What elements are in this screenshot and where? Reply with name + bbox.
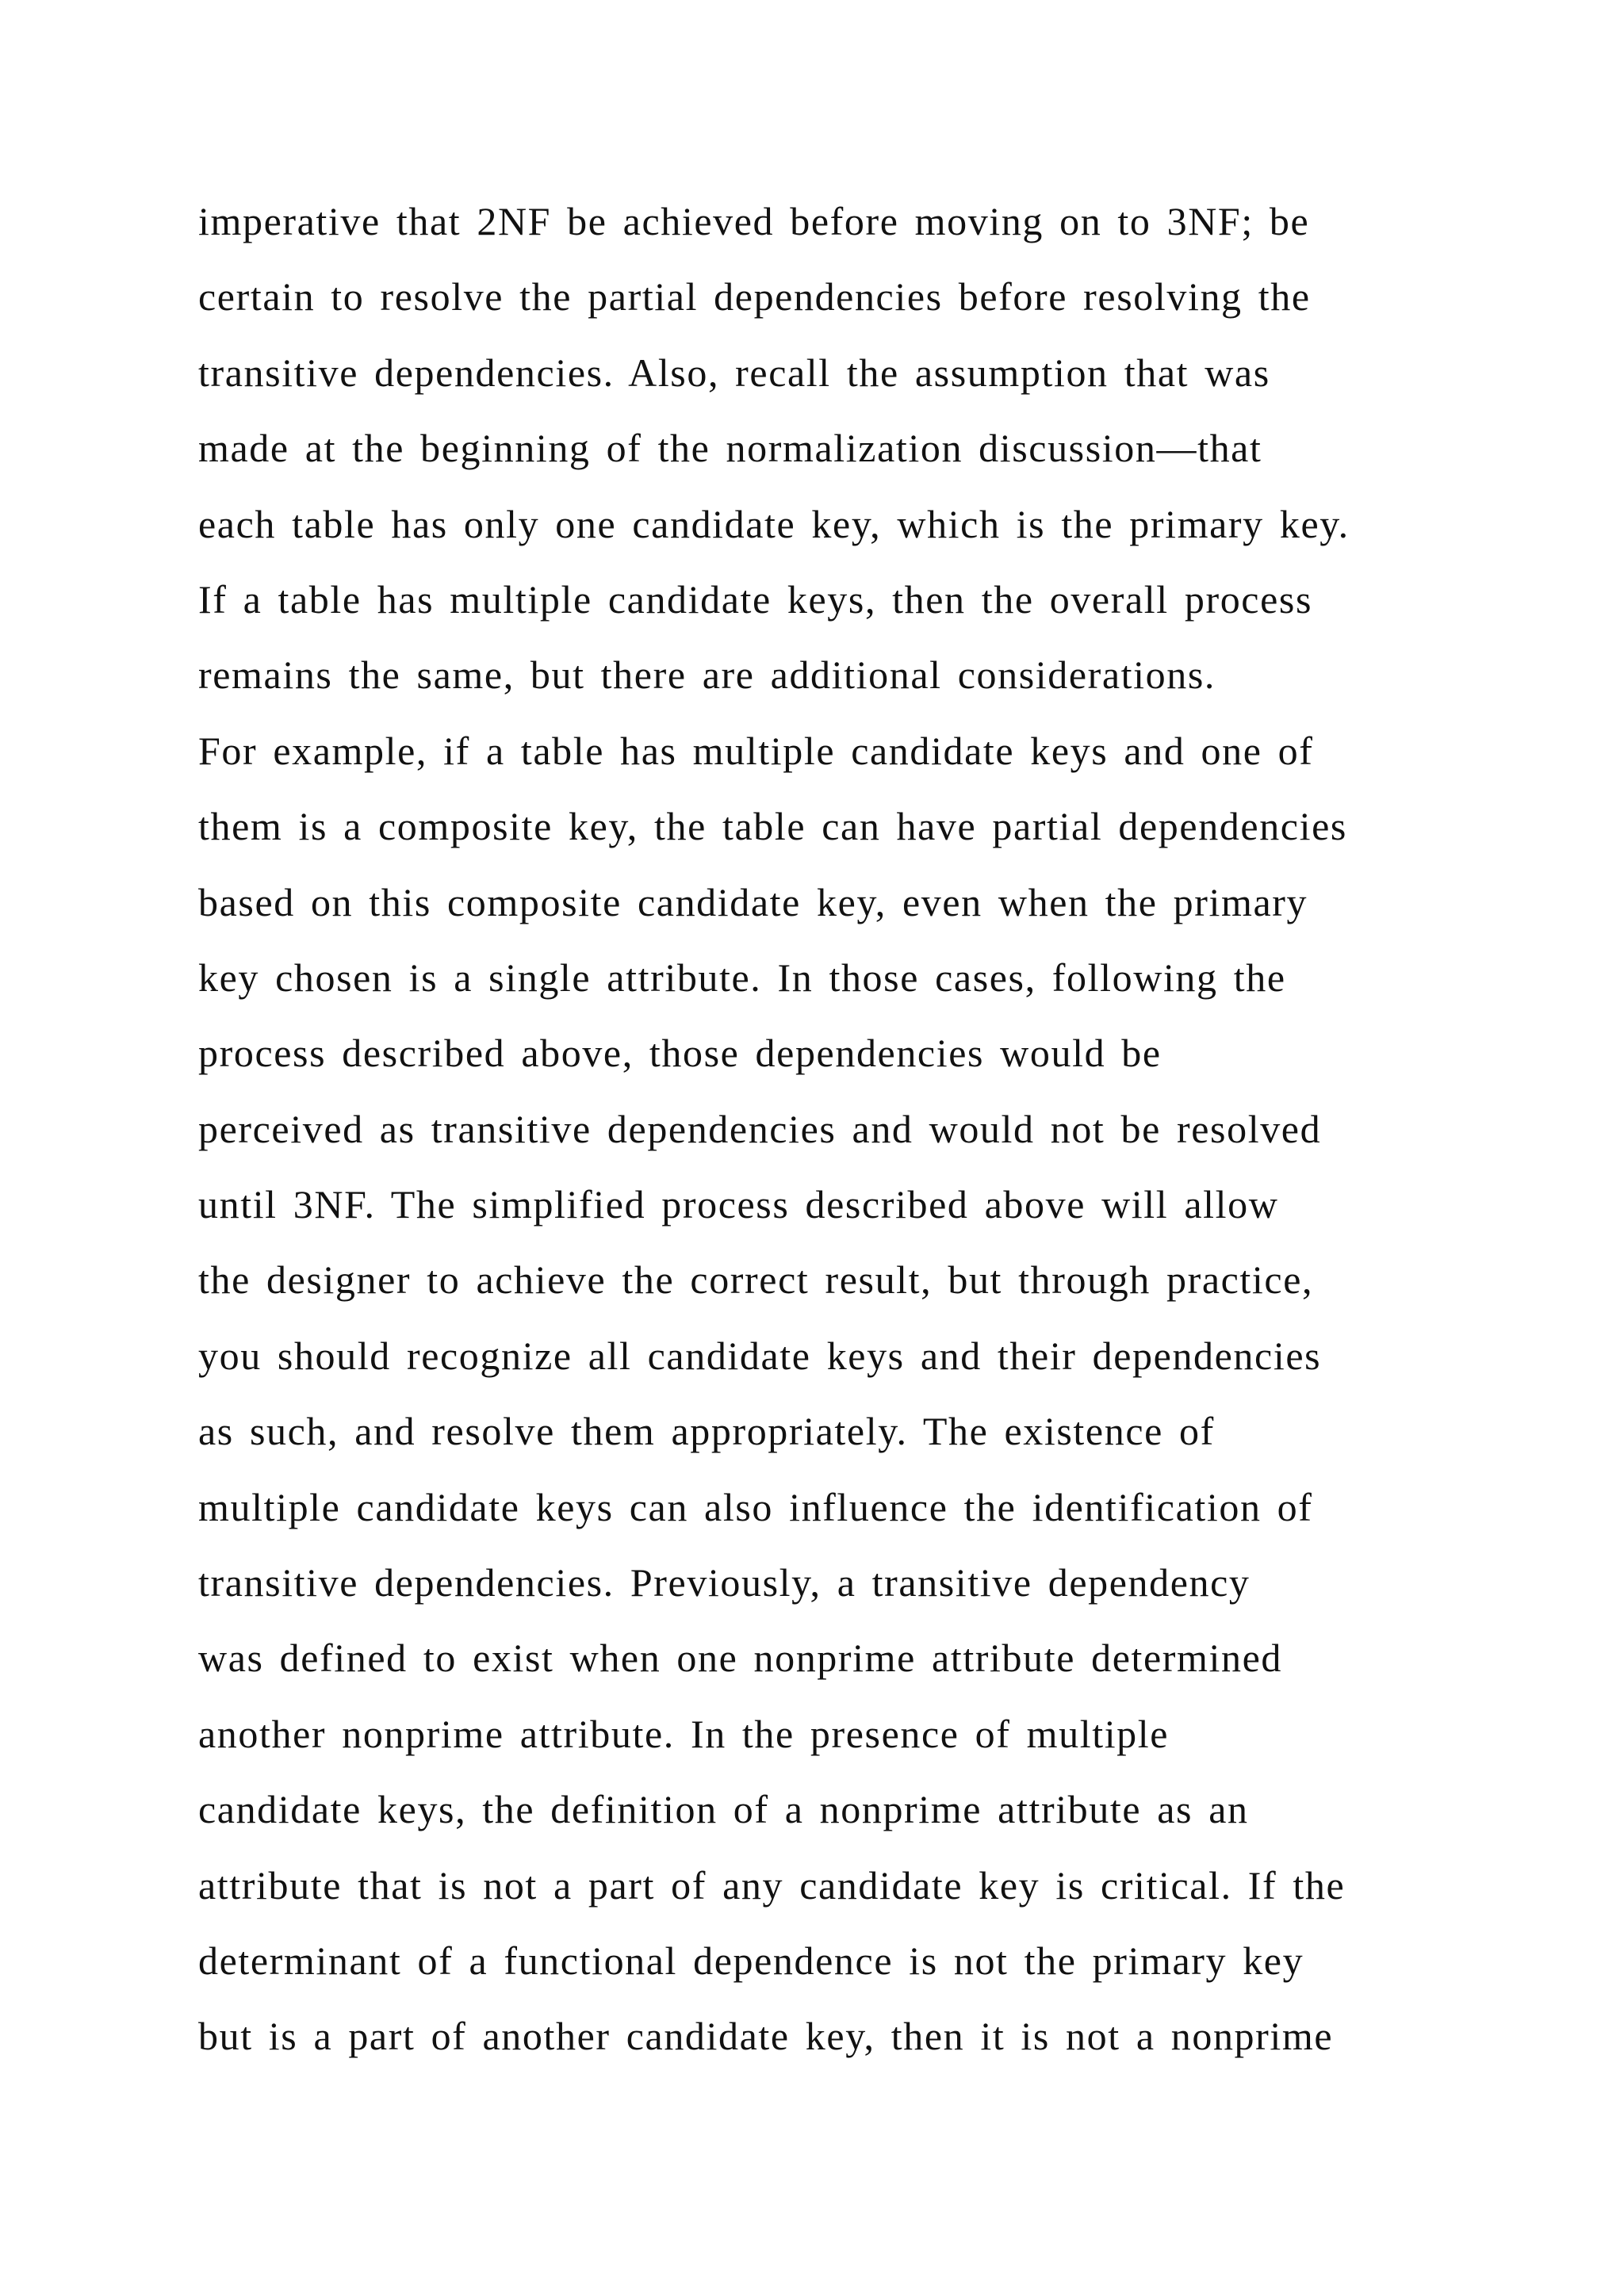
text-line: transitive dependencies. Previously, a transitive dependency [198, 1560, 1251, 1605]
text-line: each table has only one candidate key, which is the primary key. [198, 501, 1350, 546]
text-line: imperative that 2NF be achieved before moving on to 3NF; be [198, 199, 1310, 243]
text-line: but is a part of another candidate key, then it is not a nonprime [198, 2014, 1334, 2059]
text-line: perceived as transitive dependencies and would not be resolved [198, 1106, 1322, 1151]
text-line: process described above, those dependencies would be [198, 1031, 1162, 1076]
text-line: multiple candidate keys can also influence the identification of [198, 1484, 1313, 1529]
text-line: remains the same, but there are additional considerations. [198, 652, 1216, 698]
text-line: was defined to exist when one nonprime attribute determined [198, 1636, 1283, 1681]
text-line: you should recognize all candidate keys and their dependencies [198, 1333, 1322, 1378]
text-line: as such, and resolve them appropriately. The existence of [198, 1409, 1215, 1454]
text-line: key chosen is a single attribute. In those cases, following the [198, 955, 1286, 1000]
text-line: candidate keys, the definition of a nonprime attribute as an [198, 1787, 1249, 1832]
text-line: them is a composite key, the table can have partial dependencies [198, 804, 1347, 849]
text-line: the designer to achieve the correct result, but through practice, [198, 1257, 1314, 1303]
text-line: made at the beginning of the normalization discussion—that [198, 426, 1262, 471]
text-line: transitive dependencies. Also, recall the assumption that was [198, 350, 1270, 395]
text-line: For example, if a table has multiple candidate keys and one of [198, 728, 1314, 773]
text-line: If a table has multiple candidate keys, then the overall process [198, 576, 1313, 622]
text-line: until 3NF. The simplified process described above will allow [198, 1182, 1279, 1227]
text-line: determinant of a functional dependence is not the primary key [198, 1938, 1304, 1983]
body-text [198, 184, 1499, 2075]
text-line: attribute that is not a part of any candidate key is critical. If the [198, 1862, 1346, 1908]
text-line: certain to resolve the partial dependencies before resolving the [198, 274, 1311, 320]
text-line: another nonprime attribute. In the presence of multiple [198, 1711, 1170, 1756]
text-line: based on this composite candidate key, even when the primary [198, 879, 1308, 924]
